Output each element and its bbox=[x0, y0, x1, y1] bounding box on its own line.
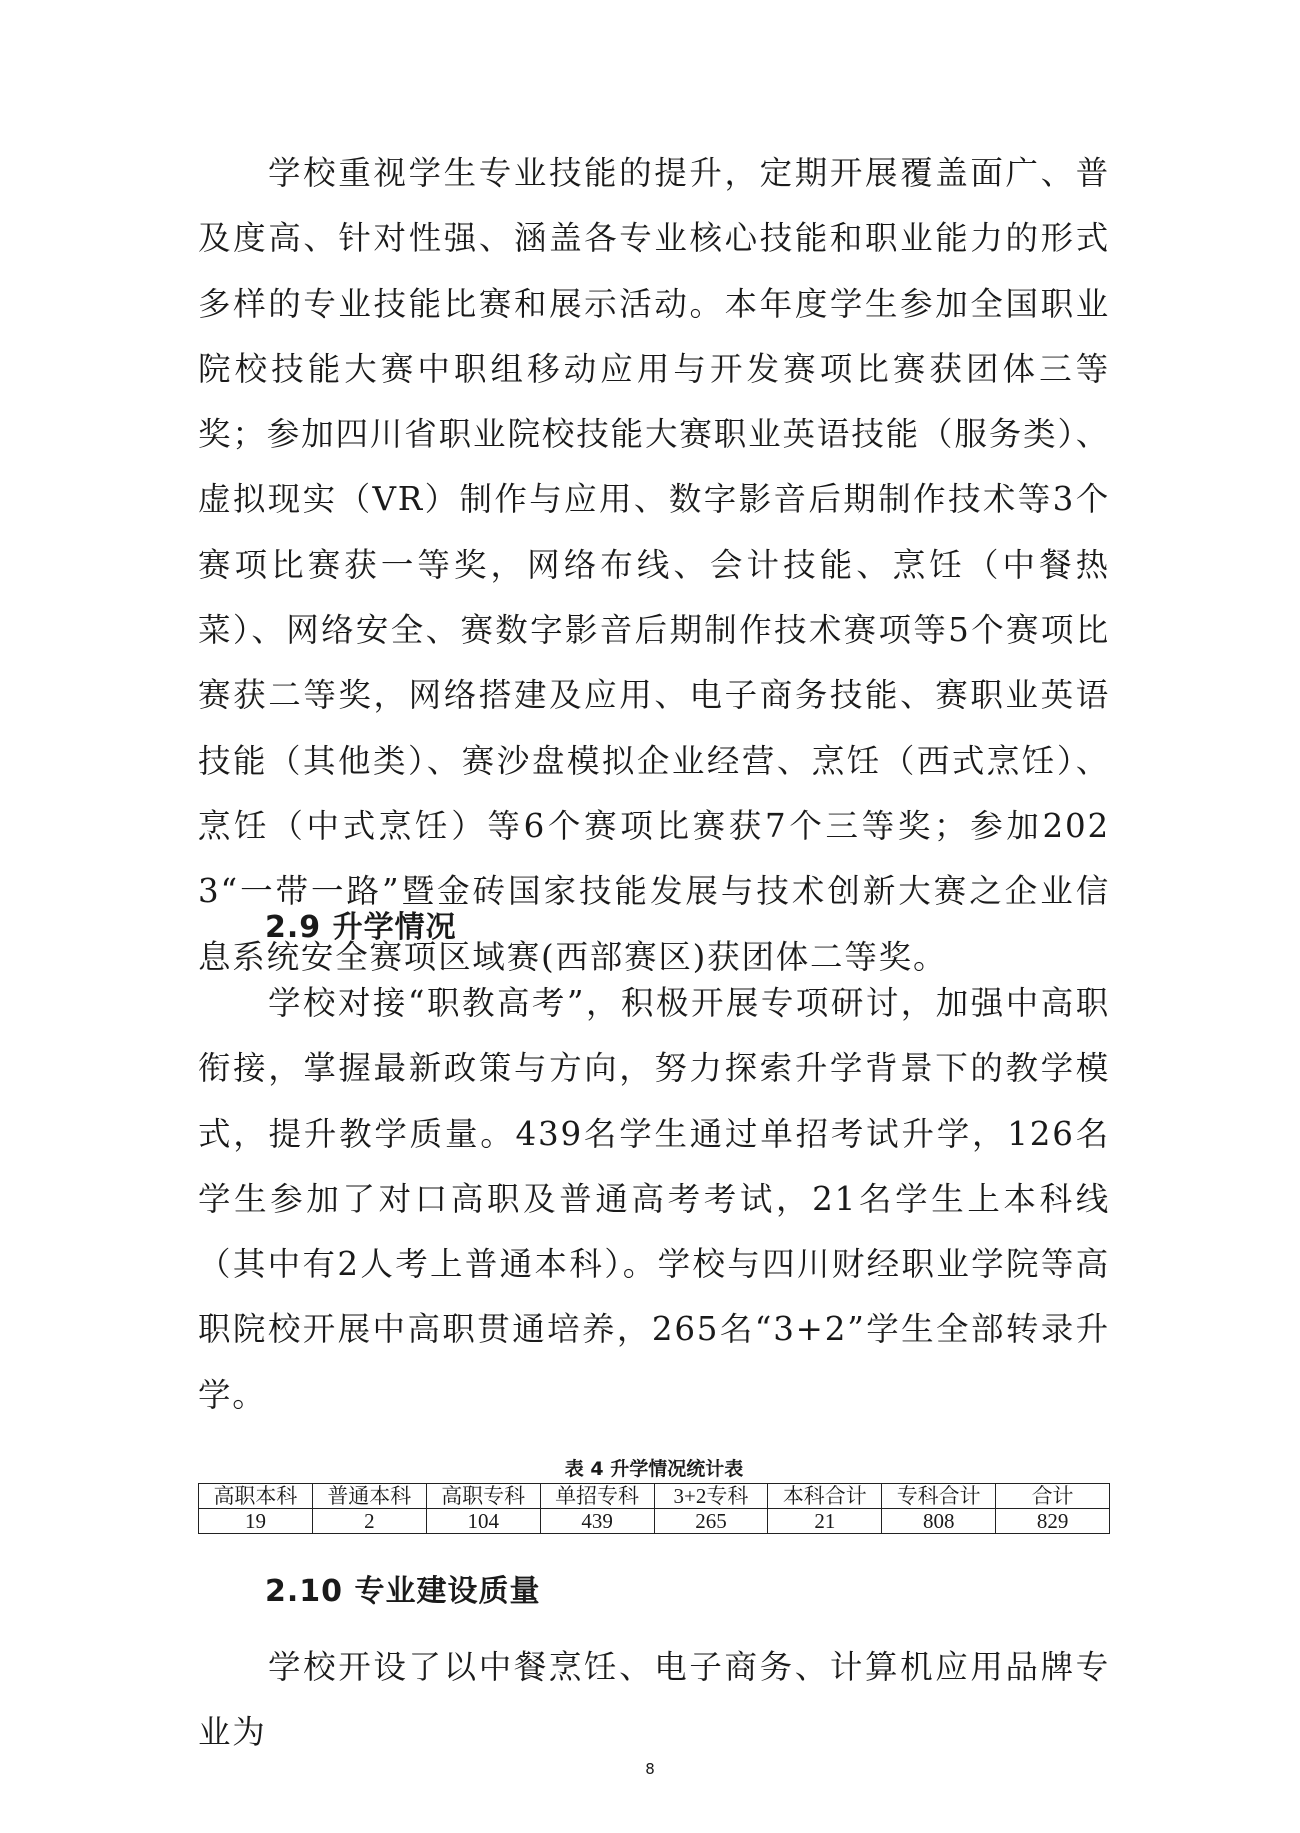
page-number: 8 bbox=[645, 1760, 655, 1778]
paragraph-further-study: 学校对接“职教高考”，积极开展专项研讨，加强中高职衔接，掌握最新政策与方向，努力探索升学背景下的教学模式，提升教学质量。439名学生通过单招考试升学，126名学生参加了对口高职及普通高考考试，21名学生上本科线（其中有2人考上普通本科）。学校与四川财经职业学院等高职院校开展中高职贯通培养，265名“3+2”学生全部转录升学。 bbox=[198, 984, 1110, 1414]
col-header-undergrad-total: 本科合计 bbox=[768, 1484, 882, 1509]
col-header-general-undergrad: 普通本科 bbox=[312, 1484, 426, 1509]
cell-general-undergrad: 2 bbox=[312, 1509, 426, 1534]
paragraph-major-construction: 学校开设了以中餐烹饪、电子商务、计算机应用品牌专业为 bbox=[198, 1648, 1110, 1752]
cell-grand-total: 829 bbox=[996, 1509, 1110, 1534]
table-header-row bbox=[199, 1484, 1110, 1509]
section-heading-2-10: 2.10 专业建设质量 bbox=[265, 1574, 541, 1609]
cell-3plus2-college: 265 bbox=[654, 1509, 768, 1534]
cell-undergrad-total: 21 bbox=[768, 1509, 882, 1534]
table-row bbox=[199, 1509, 1110, 1534]
col-header-vocational-undergrad: 高职本科 bbox=[199, 1484, 313, 1509]
further-study-stats-table bbox=[198, 1483, 1110, 1534]
col-header-grand-total: 合计 bbox=[996, 1484, 1110, 1509]
col-header-college-total: 专科合计 bbox=[882, 1484, 996, 1509]
col-header-single-exam-college: 单招专科 bbox=[540, 1484, 654, 1509]
table-caption: 表 4 升学情况统计表 bbox=[564, 1458, 744, 1480]
cell-vocational-college: 104 bbox=[426, 1509, 540, 1534]
col-header-3plus2-college: 3+2专科 bbox=[654, 1484, 768, 1509]
cell-vocational-undergrad: 19 bbox=[199, 1509, 313, 1534]
col-header-vocational-college: 高职专科 bbox=[426, 1484, 540, 1509]
section-heading-2-9: 2.9 升学情况 bbox=[265, 910, 457, 945]
paragraph-skills-competitions: 学校重视学生专业技能的提升，定期开展覆盖面广、普及度高、针对性强、涵盖各专业核心技能和职业能力的形式多样的专业技能比赛和展示活动。本年度学生参加全国职业院校技能大赛中职组移动应用与开发赛项比赛获团体三等奖；参加四川省职业院校技能大赛职业英语技能（服务类）、虚拟现实（VR）制作与应用、数字影音后期制作技术等3个赛项比赛获一等奖，网络布线、会计技能、烹饪（中餐热菜）、网络安全、赛数字影音后期制作技术赛项等5个赛项比赛获二等奖，网络搭建及应用、电子商务技能、赛职业英语技能（其他类）、赛沙盘模拟企业经营、烹饪（西式烹饪）、烹饪（中式烹饪）等6个赛项比赛获7个三等奖；参加2023“一带一路”暨金砖国家技能发展与技术创新大赛之企业信息系统安全赛项区域赛(西部赛区)获团体二等奖。 bbox=[198, 154, 1110, 976]
cell-single-exam-college: 439 bbox=[540, 1509, 654, 1534]
cell-college-total: 808 bbox=[882, 1509, 996, 1534]
